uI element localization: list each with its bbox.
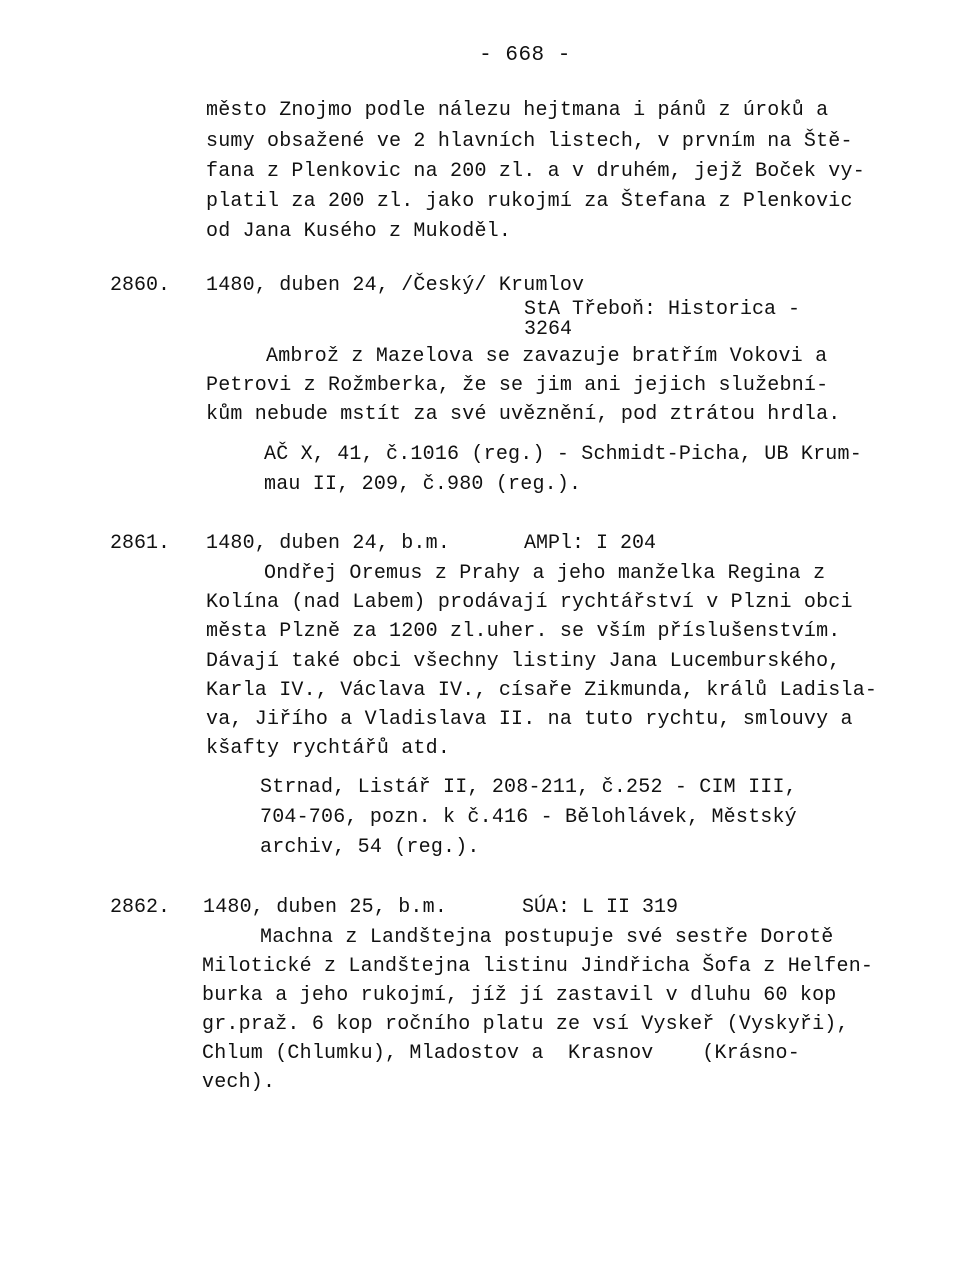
entry-text-line: Dávají také obci všechny listiny Jana Lucemburského, <box>206 650 841 673</box>
archive-reference: 3264 <box>524 318 573 341</box>
bibliography-line: Strnad, Listář II, 208-211, č.252 - CIM III, <box>260 776 797 799</box>
bibliography-line: AČ X, 41, č.1016 (reg.) - Schmidt-Picha, UB Krum- <box>264 443 862 466</box>
intro-line: od Jana Kusého z Mukoděl. <box>206 220 512 243</box>
entry-text-line: va, Jiřího a Vladislava II. na tuto rychtu, smlouvy a <box>206 708 853 731</box>
entry-heading: 1480, duben 24, /Český/ Krumlov <box>206 274 585 297</box>
entry-text-line: gr.praž. 6 kop ročního platu ze vsí Vyskeř (Vyskyři), <box>202 1013 849 1036</box>
archive-reference: StA Třeboň: Historica - <box>524 298 801 321</box>
bibliography-line: 704-706, pozn. k č.416 - Bělohlávek, Městský <box>260 806 797 829</box>
entry-text-line: burka a jeho rukojmí, jíž jí zastavil v dluhu 60 kop <box>202 984 837 1007</box>
entry-number: 2860. <box>110 274 171 297</box>
entry-text-line: Milotické z Landštejna listinu Jindřicha Šofa z Helfen- <box>202 955 874 978</box>
entry-text-line: Karla IV., Václava IV., císaře Zikmunda, králů Ladisla- <box>206 679 878 702</box>
intro-line: platil za 200 zl. jako rukojmí za Štefana z Plenkovic <box>206 190 853 213</box>
bibliography-line: archiv, 54 (reg.). <box>260 836 480 859</box>
bibliography-line: mau II, 209, č.980 (reg.). <box>264 473 582 496</box>
entry-heading: 1480, duben 25, b.m. <box>203 896 448 919</box>
entry-number: 2861. <box>110 532 171 555</box>
entry-text-line: Ambrož z Mazelova se zavazuje bratřím Vokovi a <box>266 345 828 368</box>
entry-text-line: Machna z Landštejna postupuje své sestře Dorotě <box>260 926 834 949</box>
entry-text-line: vech). <box>202 1071 276 1094</box>
page-number: - 668 - <box>479 44 571 67</box>
entry-heading: 1480, duben 24, b.m. <box>206 532 451 555</box>
intro-line: sumy obsažené ve 2 hlavních listech, v prvním na Ště- <box>206 130 853 153</box>
entry-text-line: Ondřej Oremus z Prahy a jeho manželka Regina z <box>264 562 826 585</box>
intro-line: město Znojmo podle nálezu hejtmana i pánů z úroků a <box>206 99 829 122</box>
entry-text-line: kšafty rychtářů atd. <box>206 737 451 760</box>
archive-reference: AMPl: I 204 <box>524 532 657 555</box>
entry-number: 2862. <box>110 896 171 919</box>
entry-text-line: města Plzně za 1200 zl.uher. se vším příslušenstvím. <box>206 620 841 643</box>
intro-line: fana z Plenkovic na 200 zl. a v druhém, jejž Boček vy- <box>206 160 865 183</box>
entry-text-line: kům nebude mstít za své uvěznění, pod ztrátou hrdla. <box>206 403 841 426</box>
archive-reference: SÚA: L II 319 <box>522 896 679 919</box>
entry-text-line: Kolína (nad Labem) prodávají rychtářství v Plzni obci <box>206 591 853 614</box>
entry-text-line: Chlum (Chlumku), Mladostov a Krasnov (Krásno- <box>202 1042 800 1065</box>
entry-text-line: Petrovi z Rožmberka, že se jim ani jejich služební- <box>206 374 829 397</box>
